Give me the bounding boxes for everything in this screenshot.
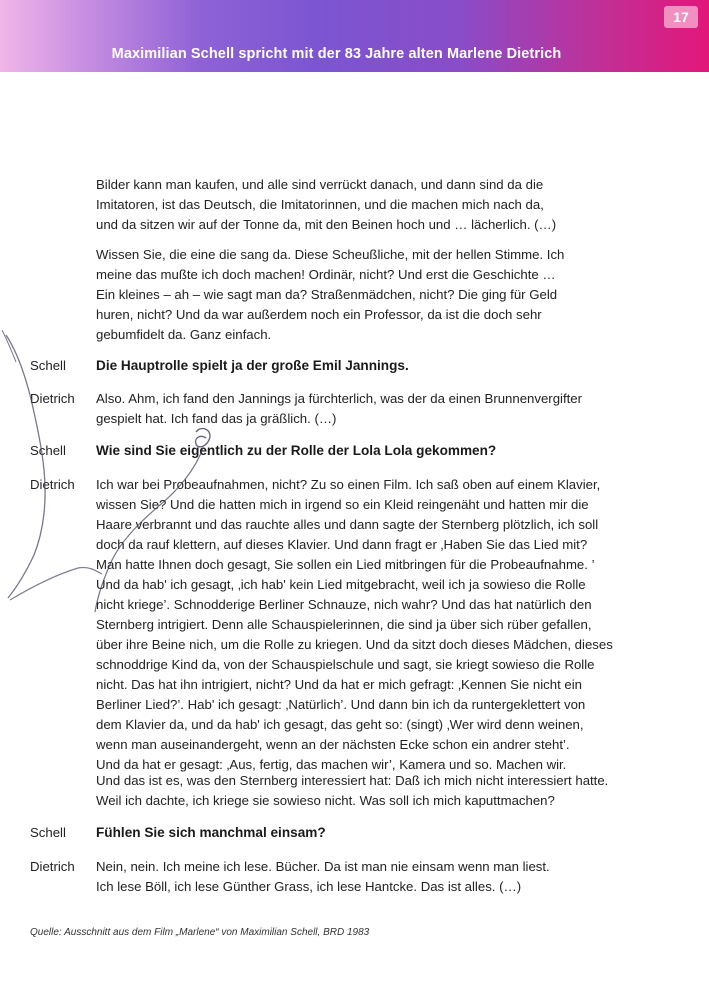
question-einsam: Fühlen Sie sich manchmal einsam? [96,825,326,840]
paragraph-scheussliche [96,245,682,345]
text-line: Und da hat er gesagt: ‚Aus, fertig, das machen wir’, Kamera und so. Machen wir. [96,757,567,772]
text-line: gebumfidelt da. Ganz einfach. [96,327,272,342]
text-line: doch da rauf klettern, auf dieses Klavier. Und dann fragt er ‚Haben Sie das Lied mit? [96,537,588,552]
text-line: dem Klavier da, und da hab' ich gesagt, das geht so: (singt) ‚Wer wird denn weinen, [96,717,584,732]
text-line: Bilder kann man kaufen, und alle sind verrückt danach, und dann sind da die [96,177,544,192]
answer-jannings [96,389,682,429]
speaker-label: Dietrich [30,391,75,406]
speaker-label: Dietrich [30,859,75,874]
answer-lola-continued [96,771,682,811]
text-line: wissen Sie? Und die hatten mich in irgend so ein Kleid reingenäht und hatten mir die [96,497,589,512]
text-line: Man hatte Ihnen doch gesagt, Sie sollen ein Lied mitbringen für die Probeaufnahme. ’ [96,557,595,572]
answer-lola [96,475,682,775]
text-line: Nein, nein. Ich meine ich lese. Bücher. Da ist man nie einsam wenn man liest. [96,859,550,874]
question-lola: Wie sind Sie eigentlich zu der Rolle der Lola Lola gekommen? [96,443,497,458]
text-line: Imitatoren, ist das Deutsch, die Imitatorinnen, und die machen mich nach da, [96,197,544,212]
text-line: huren, nicht? Und da war außerdem noch ein Professor, da ist die doch sehr [96,307,542,322]
text-line: Ich war bei Probeaufnahmen, nicht? Zu so einen Film. Ich saß oben auf einem Klavier, [96,477,601,492]
text-line: über ihre Beine nich, um die Rolle zu kriegen. Und da sitzt doch dieses Mädchen, dieses [96,637,613,652]
paragraph-intro [96,175,682,235]
source-citation: Quelle: Ausschnitt aus dem Film „Marlene“ von Maximilian Schell, BRD 1983 [30,927,370,938]
text-line: Weil ich dachte, ich kriege sie sowieso nicht. Was soll ich mich kaputtmachen? [96,793,555,808]
text-line: schnoddrige Kind da, von der Schauspielschule und sagt, sie kriegt sowieso die Rolle [96,657,595,672]
text-line: Sternberg intrigiert. Denn alle Schauspielerinnen, die sind ja über sich rüber gefallen, [96,617,592,632]
text-line: Berliner Lied?’. Hab' ich gesagt: ‚Natürlich’. Und dann bin ich da runtergeklettert von [96,697,586,712]
page-number-badge: 17 [664,6,698,28]
speaker-label: Dietrich [30,477,75,492]
text-line: gespielt hat. Ich fand das ja gräßlich. (…) [96,411,337,426]
text-line: nicht. Das hat ihn intrigiert, nicht? Und da hat er mich gefragt: ‚Kennen Sie nicht ein [96,677,583,692]
text-line: wenn man auseinandergeht, wenn an der nächsten Ecke schon ein andrer steht’. [96,737,570,752]
text-line: Ich lese Böll, ich lese Günther Grass, ich lese Hantcke. Das ist alles. (…) [96,879,522,894]
text-line: Ein kleines – ah – wie sagt man da? Straßenmädchen, nicht? Die ging für Geld [96,287,558,302]
speaker-label: Schell [30,358,66,373]
text-line: Also. Ahm, ich fand den Jannings ja fürchterlich, was der da einen Brunnenvergifter [96,391,583,406]
speaker-label: Schell [30,443,66,458]
text-line: Haare verbrannt und das rauchte alles und dann sagte der Sternberg plötzlich, ich soll [96,517,599,532]
text-line: Wissen Sie, die eine die sang da. Diese Scheußliche, mit der hellen Stimme. Ich [96,247,565,262]
text-line: nicht kriege’. Schnodderige Berliner Schnauze, nich wahr? Und das hat natürlich den [96,597,592,612]
text-line: Und da hab' ich gesagt, ‚ich hab' kein Lied mitgebracht, weil ich ja sowieso die Rolle [96,577,586,592]
page-title: Maximilian Schell spricht mit der 83 Jahre alten Marlene Dietrich [111,46,562,62]
question-jannings: Die Hauptrolle spielt ja der große Emil Jannings. [96,358,409,373]
speaker-label: Schell [30,825,66,840]
answer-einsam [96,857,682,897]
text-line: Und das ist es, was den Sternberg interessiert hat: Daß ich mich nicht interessiert hatte. [96,773,609,788]
text-line: und da sitzen wir auf der Tonne da, mit den Beinen hoch und … lächerlich. (…) [96,217,557,232]
text-line: meine das mußte ich doch machen! Ordinär, nicht? Und erst die Geschichte … [96,267,556,282]
